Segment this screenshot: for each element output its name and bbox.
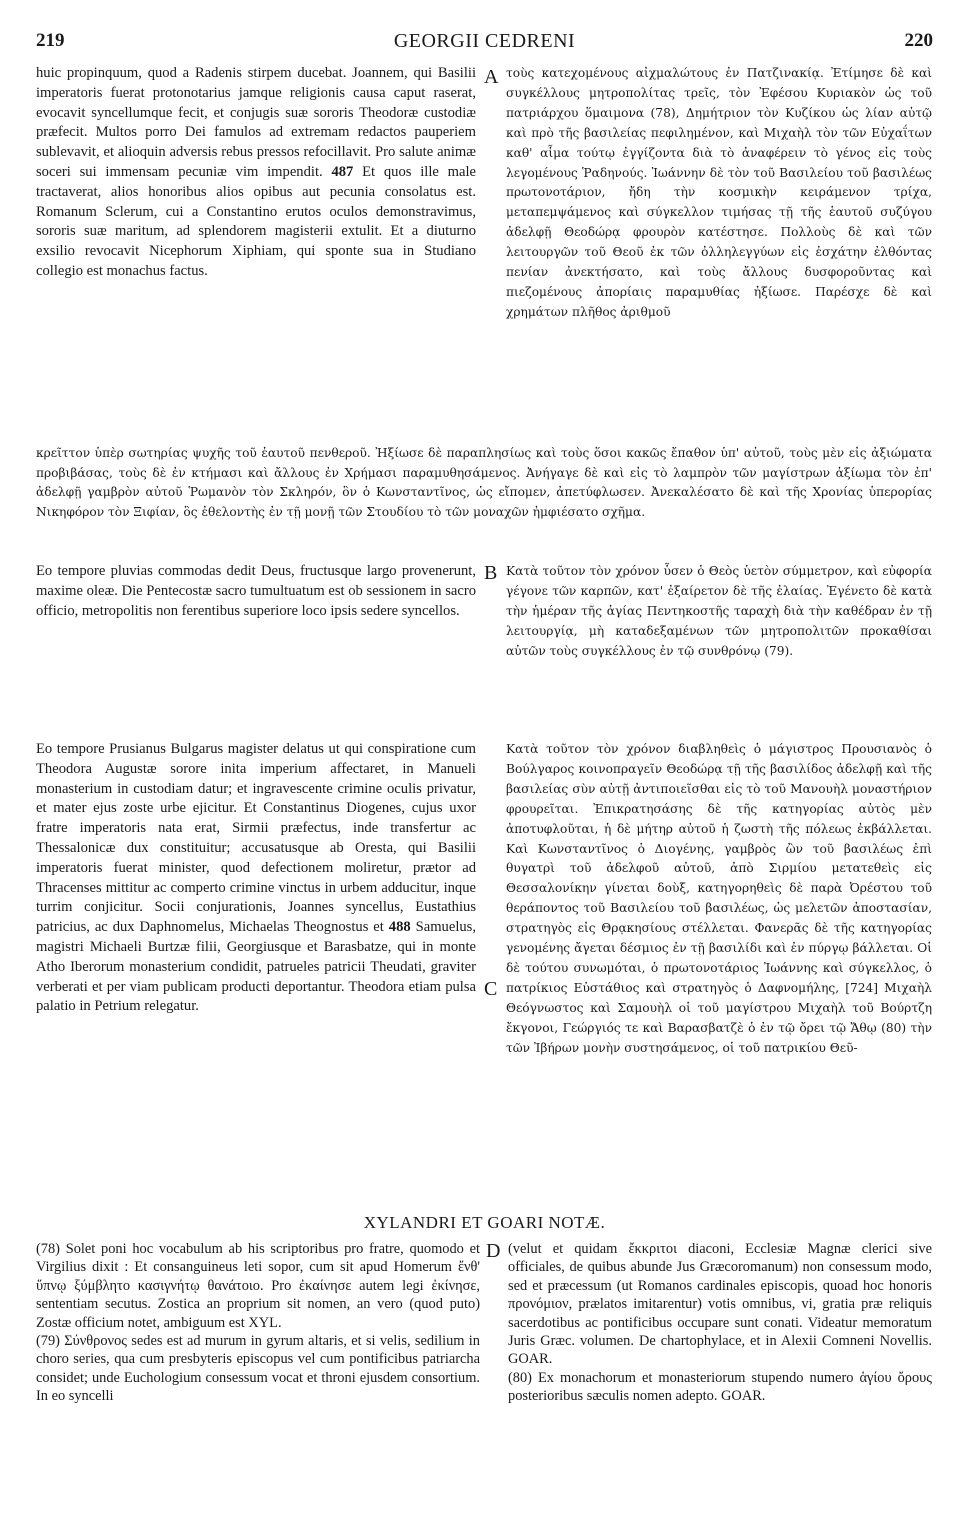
latin-text: Samuelus, magistri Michaeli Burtzæ filii, Georgiusque et Barasbatze, qui in monte Atho Iberorum monasterium condidit, patrueles patricii Theudati, graviter verberati et per viam publicam producti deportantur. Theodora etiam pulsa palatio in Petrium relegatur. [36,919,476,1015]
latin-text: Eo tempore pluvias commodas dedit Deus, fructusque largo provenerunt, maxime oleæ. Die Pentecostæ sacro tumultuatum est ob sessionem in sacro officio, metropolitis non ferentibus superiore loco ipsis sedere syncellos. [36,563,476,619]
note-79: (79) Σύνθρονος sedes est ad murum in gyrum altaris, et si velis, sedilium in choro series, qua cum presbyteris episcopus vel cum pontificibus patriarcha considet; unde Euchologium consessum vocat et throni ejusdem consortium. In eo syncelli [36,1333,480,1405]
greek-text: κρεῖττον ὑπὲρ σωτηρίας ψυχῆς τοῦ ἑαυτοῦ πενθεροῦ. Ἠξίωσε δὲ παραπλησίως καὶ τοὺς ὅσοι κακῶς ἔπαθον ὑπ' αὐτοῦ, τοὺς μὲν εἰς ἀξιώματα προβιβάσας, τοὺς δὲ ἐν κτήμασι καὶ ἄλλους ἐν Χρήμασι παραμυθησάμενος. Ἀνήγαγε δὲ καὶ εἰς τὸ λαμπρὸν τῶν μαγίστρων ἀξίωμα τὸν ἐπ' ἀδελφῇ γαμβρὸν αὐτοῦ Ῥωμανὸν τὸν Σκληρόν, ὃν ὁ Κωνσταντῖνος, ὡς εἴπομεν, ἀπετύφλωσεν. Ἀνεκαλέσατο δὲ καὶ τῆς Χρονίας ὑπερορίας Νικηφόρον τὸν Ξιφίαν, ὃς ἐθελοντὴς ἐν τῇ μονῇ τῶν Στουδίου τὸ τῶν μοναχῶν ἠμφιέσατο σχῆμα. [36,446,932,519]
note-79-continued: (velut et quidam ἔκκριτοι diaconi, Ecclesiæ Magnæ clerici sive officiales, de quibus abunde Jus Græcoromanum) non consessum modo, sed et præcessum (ut Romanos cardinales episcopis, quoad hoc honoris προνόμιον, prælatos imitarentur) votis omnibus, vi, gratia præ reliquis sacerdotibus ac pontificibus occupare sunt conati. Videatur memoratum Juris Græc. volumen. De chartophylace, et in Alexii Comneni Novellis. GOAR. [508,1241,932,1368]
greek-text: Κατὰ τοῦτον τὸν χρόνον διαβληθεὶς ὁ μάγιστρος Προυσιανὸς ὁ Βούλγαρος κοινοπραγεῖν Θεοδώρᾳ τῇ τῆς βασιλίδος ἀδελφῇ καὶ τῆς βασιλείας σὺν αὐτῇ ἀντιποιεῖσθαι εἰς τὸ τοῦ Μανουὴλ μοναστήριον φρουρεῖται. Ἐπικρατησάσης δὲ τῆς κατηγορίας αὐτὸς μὲν ἀποτυφλοῦται, ἡ δὲ μήτηρ αὐτοῦ ἡ ζωστὴ τῆς πόλεως ἐκβάλλεται. Καὶ Κωνσταντῖνος ὁ Διογένης, γαμβρὸς ὢν τοῦ βασιλέως ἐπὶ θυγατρὶ τοῦ ἀδελφοῦ αὐτοῦ, ἀπὸ Σιρμίου μετατεθεὶς εἰς Θεσσαλονίκην γίνεται δοὺξ, κατηγορηθεὶς δὲ παρὰ Ὀρέστου τοῦ θεράποντος τοῦ Βασιλείου τοῦ βασιλέως, ὡς μελετῶν ἀποστασίαν, στρατηγὸς εἰς Θρᾳκησίους στέλλεται. Φανερᾶς δὲ τῆς κατηγορίας γενομένης ἄγεται δέσμιος ἐν τῇ βασιλίδι καὶ ἐν πύργῳ βάλλεται. Οἱ δὲ τούτου συνωμόται, ὁ πρωτονοτάριος Ἰωάννης καὶ σύγκελλος, ὁ πατρίκιος Εὐστάθιος καὶ στρατηγὸς ὁ Δαφνομήλης, [724] Μιχαὴλ Θεόγνωστος καὶ Σαμουὴλ οἱ τοῦ μαγίστρου Μιχαὴλ τοῦ Βούρτζη ἔκγονοι, Γεώργιός τε καὶ Βαρασβατζὲ ὁ ἐν τῷ ὄρει τῷ Ἄθῳ (80) τὴν τῶν Ἰβήρων μονὴν συστησάμενος, οἱ τοῦ πατρικίου Θεῦ- [506,742,932,1055]
right-page-number: 220 [904,30,933,51]
section-marker-b: B [484,562,498,584]
page-header [36,30,933,60]
notes-right-column [508,1240,932,1406]
latin-text: Eo tempore Prusianus Bulgarus magister delatus ut qui conspiratione cum Theodora Augustæ sorore inita imperium affectaret, in Manueli monasterium in custodiam datur; et ingravescente crimine oculis privatur, et mater ejus zoste urbe ejicitur. Et Constantinus Diogenes, cujus uxor fratre imperatoris nata erat, Sirmii præfectus, inde transfertur ac Thessalonicæ dux constituitur; accusatusque ab Oresta, qui Basilii imperatoris fuerat minister, quod defectionem moliretur, prætor ad Thracenses mittitur ac comperto crimine vinctus in urbem adducitur, inque turrim conjicitur. Socii conjurationis, Joannes syncellus, Eustathius patricius, ac dux Daphnomelus, Michaelas Theognostus et [36,741,476,936]
greek-column-block-1 [506,64,932,323]
running-title: GEORGII CEDRENI [393,30,576,52]
greek-text: Κατὰ τοῦτον τὸν χρόνον ὗσεν ὁ Θεὸς ὑετὸν σύμμετρον, καὶ εὐφορία γέγονε τῶν καρπῶν, κατ' ἐξαίρετον δὲ τῆς ἐλαίας. Ἐγένετο δὲ κατὰ τὴν ἡμέραν τῆς ἁγίας Πεντηκοστῆς ταραχὴ διὰ τὴν καθέδραν ἐν τῇ λειτουργίᾳ, μὴ καταδεξαμένων τῶν μητροπολιτῶν προκαθίσαι αὐτῶν τοὺς συγκέλλους ἐν τῷ συνθρόνῳ (79). [506,564,932,658]
latin-text: Et quos ille male tractaverat, alios honoribus alios opibus aut pecunia consolatus est. Romanum Sclerum, cui a Constantino erutos oculos demonstravimus, sororis suæ maritum, ad splendorem magisterii extulit. Et a diuturno exsilio revocavit Nicephorum Xiphiam, qui sponte sua in Studiano collegio est monachus factus. [36,163,476,279]
latin-column-block-1 [36,64,476,282]
latin-column-block-3 [36,740,476,1017]
section-marker-c: C [484,978,498,1000]
section-marker-a: A [484,66,499,88]
note-78: (78) Solet poni hoc vocabulum ab his scriptoribus pro fratre, quomodo et Virgilius dixit : Et consanguineus leti sopor, cum sit apud Homerum ἔνθ' ὕπνῳ ξύμβλητο κασιγνήτῳ θανάτοιο. Pro ἐκαίνησε autem legi ἐκίνησε, sententiam secutus. Zostica an proprium sit nomen, an vero (quod puto) Zostæ officium notet, ambiguum est XYL. [36,1241,480,1331]
latin-text: huic propinquum, quod a Radenis stirpem ducebat. Joannem, qui Basilii imperatoris fuerat protonotarius jamque religionis causa caput raserat, evocavit syncellumque fecit, et conjugis suæ sororis Theodoræ custodiæ præfecit. Multos porro Dei famulos ad extremam redactos pauperiem sublevavit, et alioquin adversis rebus pressos refocillavit. Pro salute animæ soceri sui immensam pecuniæ vim impendit. [36,65,476,180]
section-marker-d: D [486,1240,501,1262]
latin-column-block-2 [36,562,476,621]
note-80: (80) Ex monachorum et monasteriorum stupendo numero ἁγίου ὄρους posterioribus sæculis nomen adepto. GOAR. [508,1369,932,1405]
greek-full-width-text [36,444,932,522]
greek-text: τοὺς κατεχομένους αἰχμαλώτους ἐν Πατζινακίᾳ. Ἐτίμησε δὲ καὶ συγκέλλους μητροπολίτας τρεῖς, τὸν Ἐφέσου Κυριακὸν ὡς τοῦ πατριάρχου ὅμαιμονα (78), Δημήτριον τὸν Κυζίκου ὡς λίαν αὐτῷ καὶ πρὸ τῆς βασιλείας πεφιλημένον, καὶ Μιχαὴλ τὸν τῶν Εὐχαΐτων καθ' αἷμα τούτῳ ἐγγίζοντα διὰ τὸ ἀναφέρειν τὸ γένος εἰς τοὺς λεγομένους Ῥαδηνούς. Ἰωάννην δὲ τὸν τοῦ Βασιλείου τοῦ βασιλέως πρωτονοτάριον, ἤδη τὴν κοσμικὴν κειράμενον τρίχα, μεταπεμψάμενος καὶ σύγκελλον τιμήσας τῇ τῆς ἑαυτοῦ συζύγου ἀδελφῇ Θεοδώρᾳ φρουρὸν κατέστησε. Πολλοὺς δὲ καὶ τῶν λειτουργῶν τοῦ Θεοῦ ἐκ τῶν ὀλληλεγγύων εἰς ἐσχάτην ἐλθόντας πενίαν ἀνεκτήσατο, καὶ τοὺς ἄλλους δυσφοροῦντας καὶ πιεζομένους ἀπορίαις παραμυθίας ἠξίωσε. Παρέσχε δὲ καὶ χρημάτων πλῆθος ἀριθμοῦ [506,66,932,319]
greek-column-block-3 [506,740,932,1059]
page-marker-488: 488 [388,919,411,936]
left-page-number: 219 [36,30,65,51]
page-marker-487: 487 [331,163,354,180]
greek-column-block-2 [506,562,932,662]
notes-title: XYLANDRI ET GOARI NOTÆ. [363,1213,606,1232]
notes-left-column [36,1240,480,1406]
